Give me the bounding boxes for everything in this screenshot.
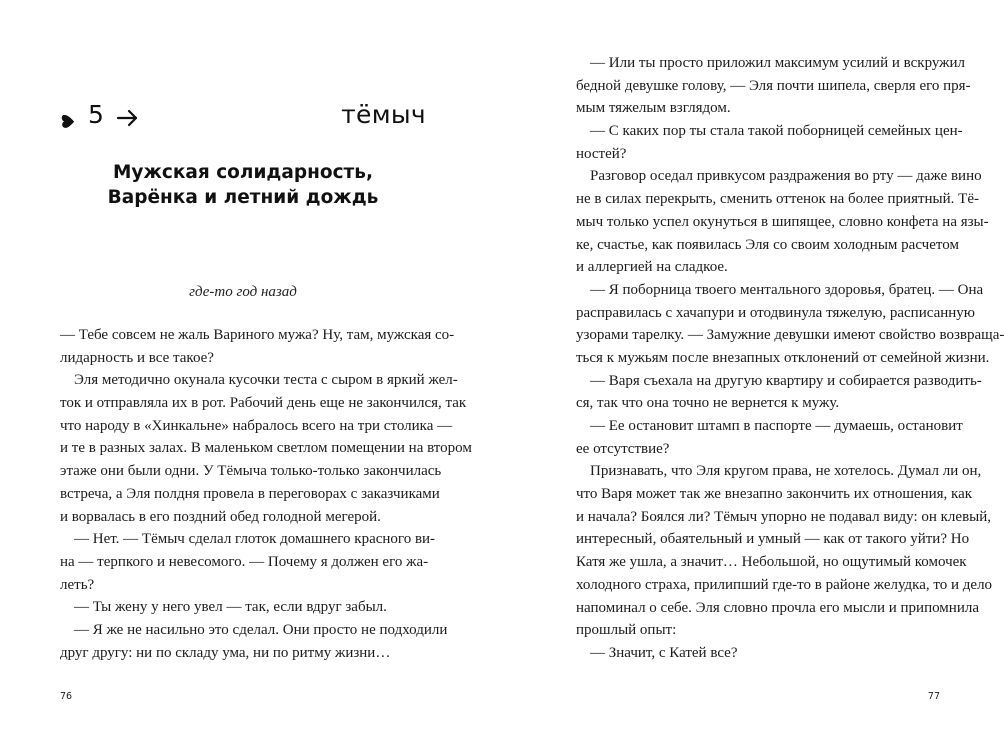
text-line: ся, так что она точно не вернется к мужу. — [576, 395, 840, 412]
text-line: — Тебе совсем не жаль Вариного мужа? Ну, там, мужская со- — [60, 327, 455, 343]
text-line: Разговор оседал привкусом раздражения во рту — даже вино — [590, 168, 982, 185]
text-line: ее отсутствие? — [576, 440, 670, 457]
text-line: — Я поборница твоего ментального здоровья, братец. — Она — [590, 281, 984, 298]
text-line: мым тяжелым взглядом. — [576, 100, 731, 117]
text-line: Эля методично окунала кусочки теста с сыром в яркий жел- — [74, 372, 458, 389]
text-line: и начала? Боялся ли? Тёмыч упорно не подавал виду: он клевый, — [576, 508, 992, 525]
text-line: Признавать, что Эля кругом права, не хотелось. Думал ли он, — [590, 463, 982, 480]
epigraph: где-то год назад — [189, 284, 297, 300]
text-line: мыч только успел окунуться в шипящее, словно конфета на язы- — [576, 213, 989, 230]
text-line: холодного страха, прилипший где-то в районе желудка, то и дело — [576, 576, 993, 593]
text-line: — Варя съехала на другую квартиру и собирается разводить- — [590, 372, 982, 389]
text-line: напоминал о себе. Эля словно прочла его мысли и припомнила — [576, 599, 980, 616]
text-line: встреча, а Эля полдня провела в переговорах с заказчиками — [60, 485, 440, 502]
text-line: на — терпкого и невесомого. — Почему я должен его жа- — [60, 553, 429, 570]
text-line: прошлый опыт: — [576, 622, 677, 639]
page-number-right: 77 — [927, 691, 940, 702]
text-line: что народу в «Хинкальне» набралось всего на три столика — — [60, 417, 453, 434]
text-line: и те в разных залах. В маленьком светлом помещении на втором — [60, 440, 472, 457]
text-line: ностей? — [576, 145, 627, 162]
chapter-title-line: Мужская солидарность, — [113, 162, 373, 183]
text-line: друг другу: ни по складу ума, ни по ритму жизни… — [60, 644, 391, 661]
text-line: — Значит, с Катей все? — [590, 644, 738, 661]
chapter-title-line: Варёнка и летний дождь — [107, 187, 379, 208]
chapter-number: 5 — [88, 100, 104, 129]
text-line: — Ты жену у него увел — так, если вдруг забыл. — [74, 599, 387, 616]
chapter-mark — [60, 100, 140, 129]
text-line: расправилась с хачапури и отодвинула тяжелую, расписанную — [576, 304, 975, 321]
text-line: интересный, обаятельный и умный — как от такого уйти? Но — [576, 531, 970, 548]
text-line: ться к мужьям после внезапных отклонений от семейной жизни. — [576, 349, 990, 366]
arrow-right-icon — [116, 105, 140, 125]
text-line: лидарность и все такое? — [60, 349, 214, 366]
right-page — [500, 0, 1004, 745]
text-line: не в силах перекрыть, сменить оттенок на более приятный. Тё- — [576, 191, 979, 208]
text-line: ке, счастье, как появилась Эля со своим холодным расчетом — [576, 236, 959, 253]
text-line: узорами тарелку. — Замужние девушки имеют свойство возвраща- — [576, 327, 1004, 344]
text-line: этаже они были одни. У Тёмыча только-только закончилась — [60, 463, 442, 480]
text-line: леть? — [60, 576, 95, 593]
text-line: — Или ты просто приложил максимум усилий и вскружил — [590, 55, 966, 71]
text-line: и ворвалась в его поздний обед голодной мегерой. — [60, 508, 381, 525]
text-line: Катя же ушла, а значит… Небольшой, но ощутимый комочек — [576, 554, 967, 571]
text-line: и аллергией на сладкое. — [576, 259, 728, 276]
text-line: — С каких пор ты стала такой поборницей семейных цен- — [590, 123, 963, 140]
right-body-text — [576, 52, 1004, 665]
text-line: — Я же не насильно это сделал. Они просто не подходили — [74, 621, 448, 638]
chapter-title — [60, 160, 426, 210]
text-line: — Ее остановит штамп в паспорте — думаешь, остановит — [590, 418, 963, 434]
page-number-left: 76 — [60, 691, 73, 702]
chapter-header — [60, 100, 426, 140]
text-line: — Нет. — Тёмыч сделал глоток домашнего красного ви- — [74, 531, 436, 548]
left-body-text — [60, 324, 472, 664]
text-line: бедной девушке голову, — Эля почти шипела, сверля его пря- — [576, 77, 971, 94]
heart-icon — [60, 107, 76, 123]
text-line: что Варя может так же внезапно закончить их отношения, как — [576, 486, 973, 503]
left-page — [0, 0, 500, 745]
chapter-name: тёмыч — [341, 100, 426, 129]
text-line: ток и отправляла их в рот. Рабочий день еще не закончился, так — [60, 395, 467, 412]
